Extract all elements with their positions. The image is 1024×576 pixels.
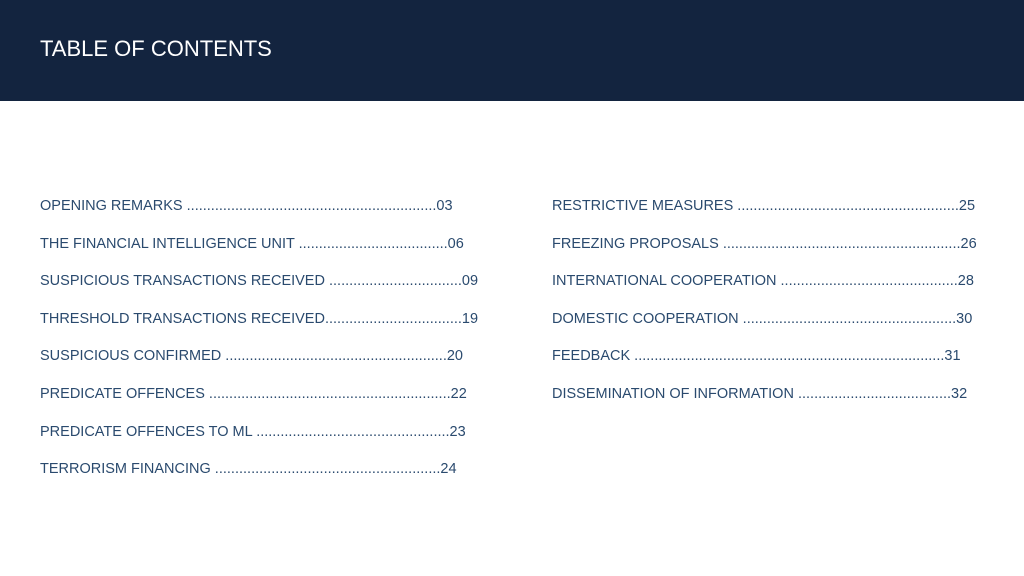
toc-entry-dissemination-of-information[interactable] [552, 384, 977, 422]
toc-entry-text: OPENING REMARKS ..............................................................03 [40, 198, 453, 214]
toc-right-column [552, 196, 977, 422]
toc-entry-text: DOMESTIC COOPERATION .....................................................30 [552, 310, 973, 327]
page-title: TABLE OF CONTENTS [40, 36, 272, 61]
toc-entry-predicate-offences[interactable] [40, 384, 478, 422]
toc-entry-domestic-cooperation[interactable] [552, 309, 977, 347]
toc-entry-text: FREEZING PROPOSALS ...........................................................26 [552, 235, 977, 252]
toc-entry-feedback[interactable] [552, 346, 977, 384]
toc-entry-text: THE FINANCIAL INTELLIGENCE UNIT .....................................06 [40, 235, 464, 252]
toc-entry-opening-remarks[interactable] [40, 196, 478, 234]
toc-entry-suspicious-confirmed[interactable] [40, 346, 478, 384]
toc-entry-predicate-offences-to-ml[interactable] [40, 422, 478, 460]
toc-entry-international-cooperation[interactable] [552, 271, 977, 309]
toc-entry-threshold-transactions-received[interactable] [40, 309, 478, 347]
toc-entry-suspicious-transactions-received[interactable] [40, 271, 478, 309]
header-bar [0, 0, 1024, 101]
toc-entry-text: PREDICATE OFFENCES ............................................................22 [40, 385, 467, 402]
toc-entry-text: FEEDBACK .............................................................................31 [552, 348, 961, 365]
toc-entry-restrictive-measures[interactable] [552, 196, 977, 234]
toc-entry-financial-intelligence-unit[interactable] [40, 234, 478, 272]
toc-entry-text: SUSPICIOUS TRANSACTIONS RECEIVED .................................09 [40, 273, 479, 290]
toc-left-column [40, 196, 478, 497]
toc-entry-text: TERRORISM FINANCING ........................................................24 [40, 461, 457, 478]
toc-entry-text: SUSPICIOUS CONFIRMED .......................................................20 [40, 348, 463, 365]
toc-entry-text: INTERNATIONAL COOPERATION ............................................28 [552, 273, 974, 290]
toc-entry-text: PREDICATE OFFENCES TO ML ................................................23 [40, 423, 466, 440]
toc-entry-text: RESTRICTIVE MEASURES .......................................................25 [552, 198, 976, 214]
toc-entry-terrorism-financing[interactable] [40, 459, 478, 497]
toc-entry-text: THRESHOLD TRANSACTIONS RECEIVED..................................19 [40, 310, 479, 327]
toc-entry-freezing-proposals[interactable] [552, 234, 977, 272]
toc-entry-text: DISSEMINATION OF INFORMATION ......................................32 [552, 385, 968, 402]
